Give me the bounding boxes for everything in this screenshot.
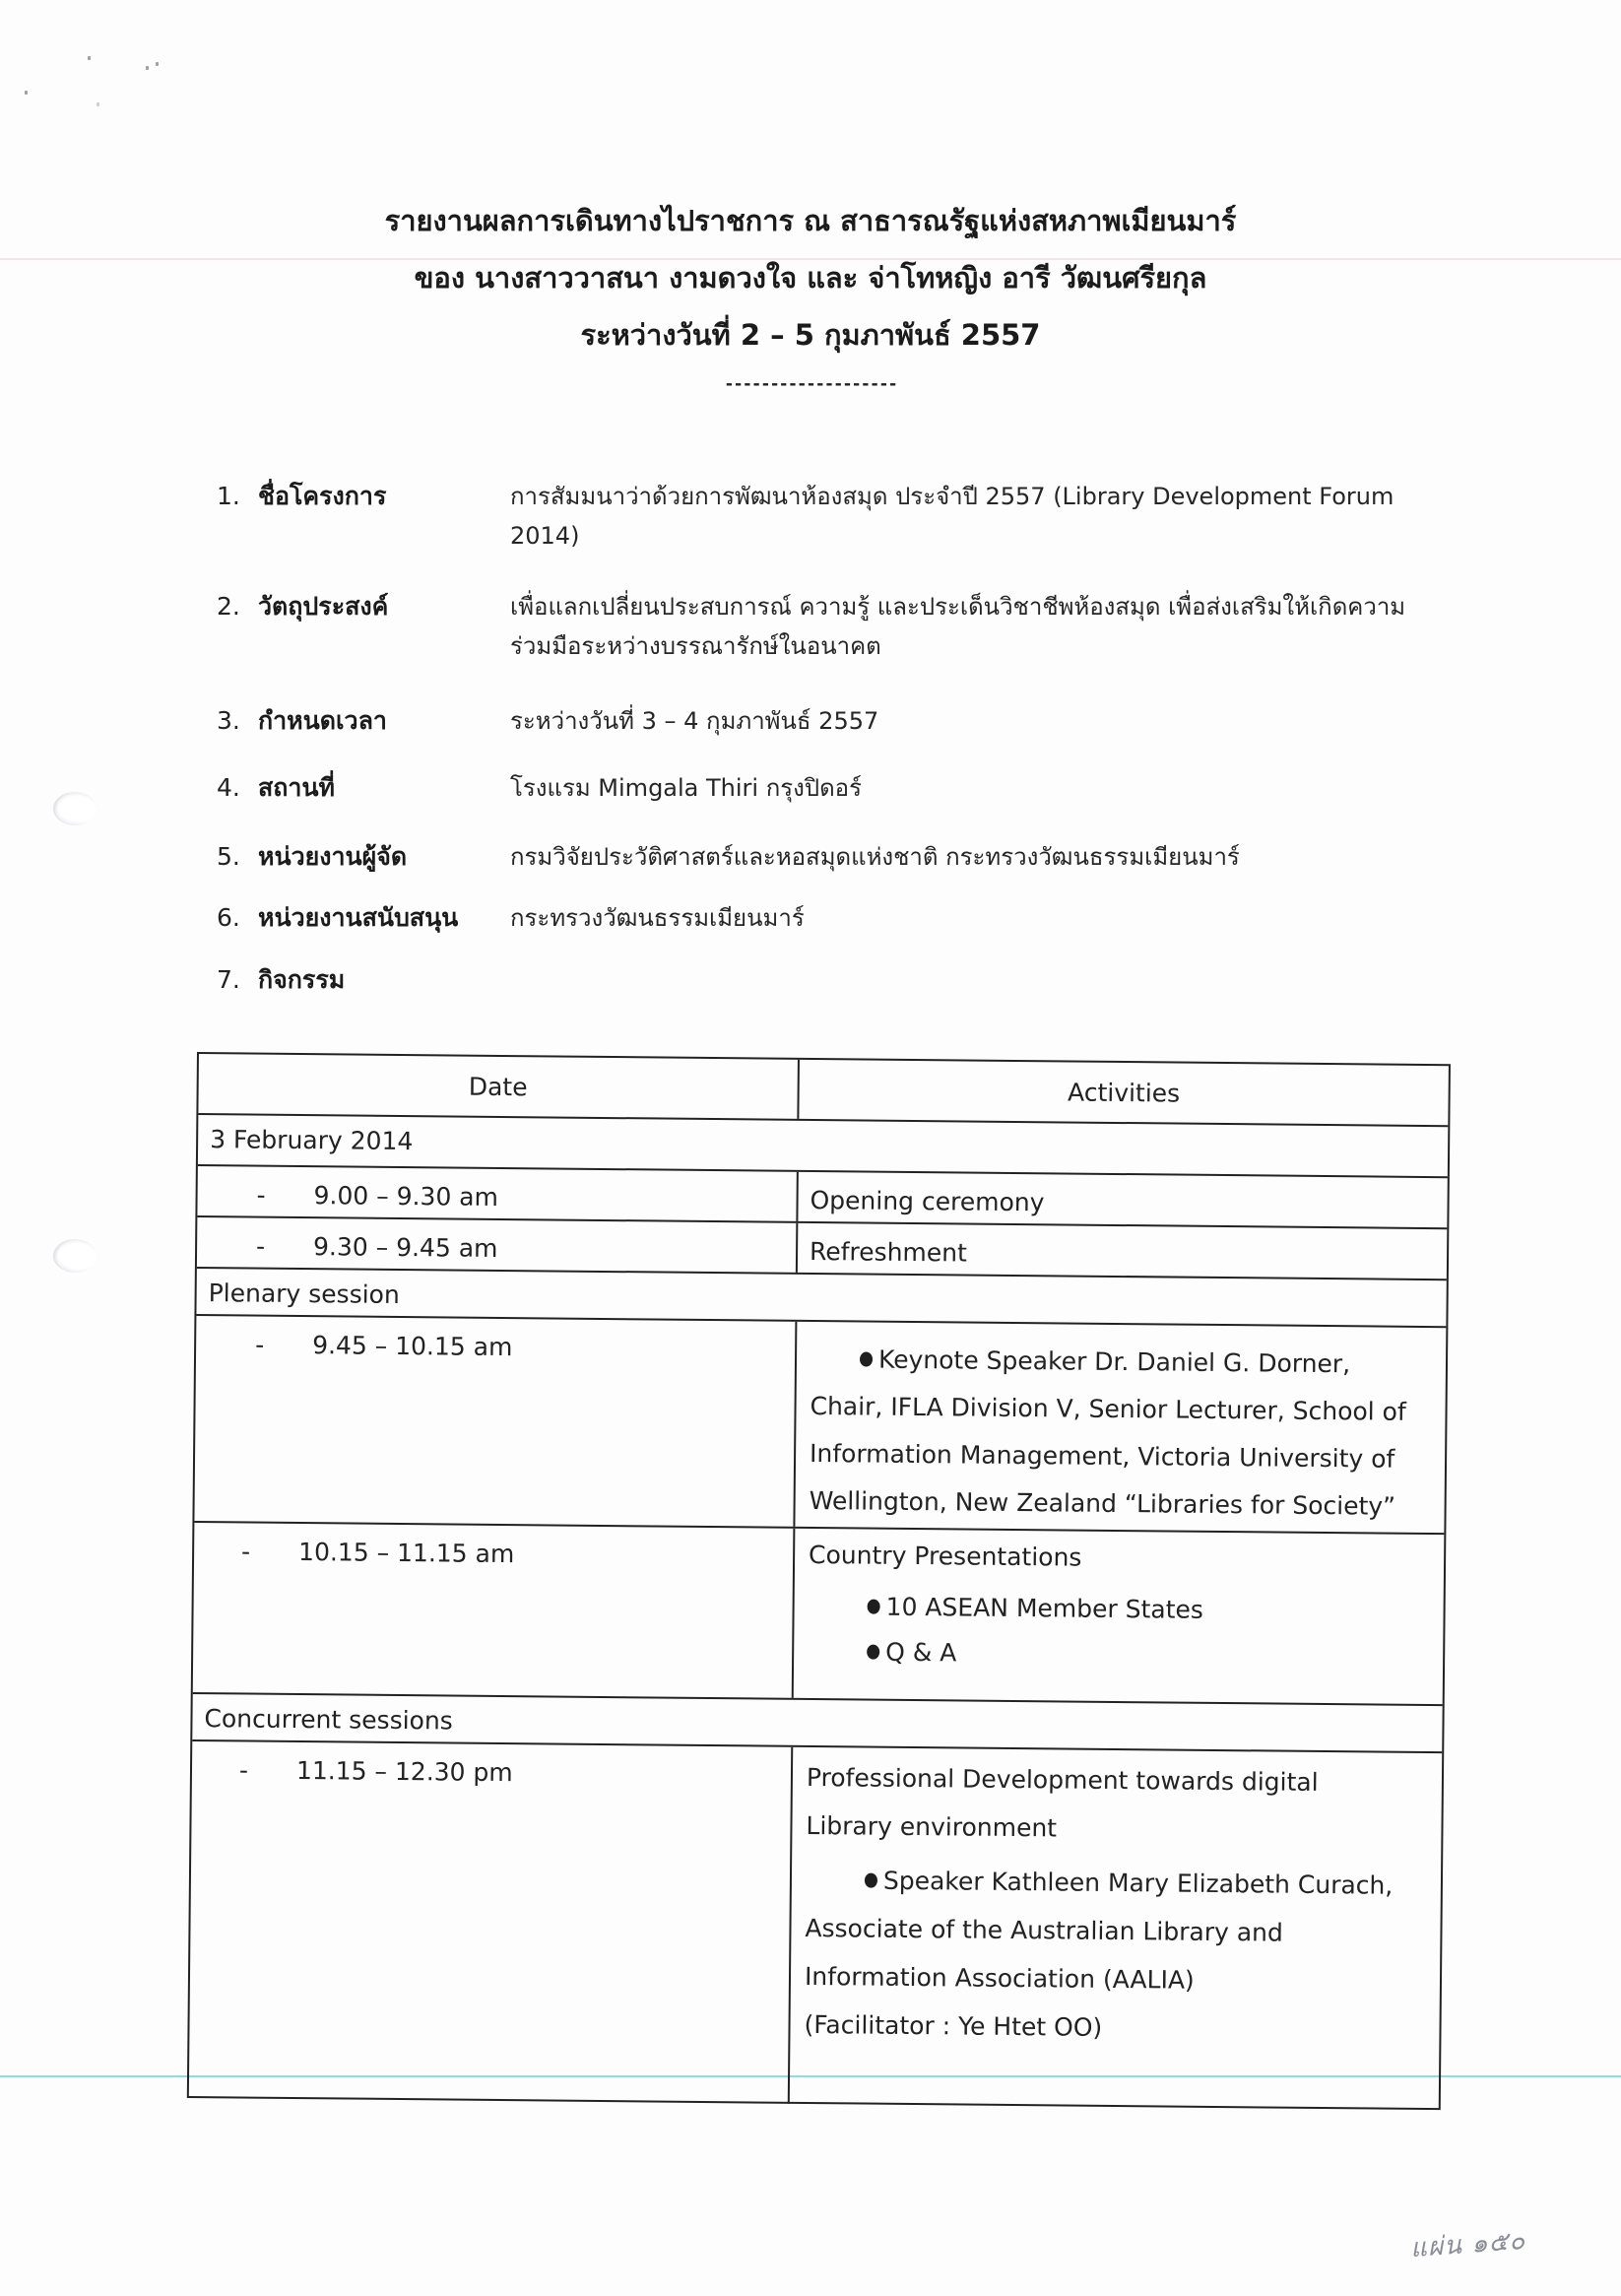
section-label: Concurrent sessions	[204, 1704, 453, 1736]
activity-line: Wellington, New Zealand “Libraries for Society”	[809, 1485, 1396, 1521]
item-value: เพื่อแลกเปลี่ยนประสบการณ์ ความรู้ และประเด็นวิชาชีพห้องสมุด เพื่อส่งเสริมให้เกิดความร่วมมือระหว่างบรรณารักษ์ในอนาคต	[510, 593, 1406, 660]
dash-marker: -	[256, 1180, 266, 1210]
activity-title: Professional Development towards digital	[806, 1762, 1319, 1797]
scan-speck	[88, 56, 91, 60]
speaker-text: Speaker Kathleen Mary Elizabeth Curach,	[882, 1866, 1394, 1900]
activity-line: Chair, IFLA Division V, Senior Lecturer, School of	[810, 1391, 1406, 1426]
bullet-icon	[860, 1351, 873, 1366]
activity-block	[808, 1533, 1430, 1680]
title-separator: -------------------	[724, 374, 897, 394]
punch-hole	[53, 792, 97, 825]
item-number: 6.	[217, 903, 240, 932]
punch-hole	[53, 1239, 97, 1273]
schedule-table	[187, 1052, 1451, 2110]
activity-title: Country Presentations	[808, 1540, 1082, 1572]
title-line-2: ของ นางสาววาสนา งามดวงใจ และ จ่าโทหญิง อารี วัฒนศรียกุล	[414, 261, 1207, 295]
dash-marker: -	[255, 1330, 265, 1359]
scan-speck	[97, 102, 99, 106]
title-line-3: ระหว่างวันที่ 2 – 5 กุมภาพันธ์ 2557	[580, 318, 1041, 352]
report-title	[0, 192, 1621, 363]
time-slot: 11.15 – 12.30 pm	[295, 1756, 513, 1788]
dash-marker: -	[240, 1537, 251, 1566]
section-label: Plenary session	[208, 1279, 400, 1309]
dash-marker: -	[238, 1755, 249, 1785]
bullet-text: 10 ASEAN Member States	[885, 1592, 1204, 1624]
activity-text: Opening ceremony	[810, 1185, 1045, 1217]
time-slot: 10.15 – 11.15 am	[297, 1538, 515, 1569]
bullet-text: Q & A	[885, 1637, 957, 1668]
time-slot: 9.00 – 9.30 am	[313, 1181, 499, 1212]
table-row	[194, 1316, 1446, 1535]
item-label: วัตถุประสงค์	[258, 592, 389, 621]
dash-marker: -	[255, 1231, 266, 1261]
item-number: 3.	[217, 706, 240, 735]
scan-speck	[156, 62, 159, 66]
bullet-icon	[865, 1873, 877, 1888]
item-value: กรมวิจัยประวัติศาสตร์และหอสมุดแห่งชาติ กระทรวงวัฒนธรรมเมียนมาร์	[510, 843, 1240, 871]
handwritten-page-note: แผ่น ๑๕๐	[1409, 2225, 1527, 2264]
item-number: 1.	[217, 482, 240, 510]
time-slot: 9.30 – 9.45 am	[312, 1232, 498, 1263]
table-row	[193, 1523, 1445, 1706]
table-row	[189, 1741, 1442, 2110]
time-slot: 9.45 – 10.15 am	[312, 1331, 513, 1362]
bullet-icon	[868, 1600, 880, 1614]
scan-speck	[146, 66, 149, 70]
item-label: หน่วยงานสนับสนุน	[258, 903, 459, 932]
item-label: กิจกรรม	[258, 965, 346, 994]
item-number: 7.	[217, 965, 240, 994]
activity-block	[809, 1336, 1432, 1531]
bullet-icon	[867, 1645, 879, 1660]
activity-line: Information Association (AALIA)	[804, 1961, 1195, 1995]
item-number: 2.	[217, 592, 240, 621]
item-value: ระหว่างวันที่ 3 – 4 กุมภาพันธ์ 2557	[510, 707, 879, 735]
header-date: Date	[198, 1054, 800, 1119]
item-label: กำหนดเวลา	[258, 706, 387, 735]
item-label: สถานที่	[258, 773, 336, 802]
item-number: 5.	[217, 842, 240, 871]
activity-line: (Facilitator : Ye Htet OO)	[804, 2009, 1103, 2042]
activity-line: Information Management, Victoria University of	[809, 1438, 1395, 1474]
item-value: กระทรวงวัฒนธรรมเมียนมาร์	[510, 904, 805, 932]
item-value: โรงแรม Mimgala Thiri กรุงปิดอร์	[510, 774, 862, 802]
activity-title: Library environment	[806, 1810, 1058, 1843]
item-label: หน่วยงานผู้จัด	[258, 842, 408, 871]
title-line-1: รายงานผลการเดินทางไปราชการ ณ สาธารณรัฐแห่งสหภาพเมียนมาร์	[384, 204, 1237, 237]
activity-block	[804, 1753, 1428, 2055]
day-label: 3 February 2014	[210, 1125, 414, 1156]
scan-speck	[25, 91, 28, 95]
item-value: การสัมมนาว่าด้วยการพัฒนาห้องสมุด ประจำปี 2557 (Library Development Forum 2014)	[510, 483, 1394, 550]
item-number: 4.	[217, 773, 240, 802]
header-activities: Activities	[1067, 1078, 1181, 1108]
item-label: ชื่อโครงการ	[258, 482, 387, 510]
activity-line: Associate of the Australian Library and	[805, 1913, 1283, 1947]
activity-text: Refreshment	[809, 1236, 968, 1268]
speaker-text: Keynote Speaker Dr. Daniel G. Dorner,	[877, 1345, 1351, 1379]
